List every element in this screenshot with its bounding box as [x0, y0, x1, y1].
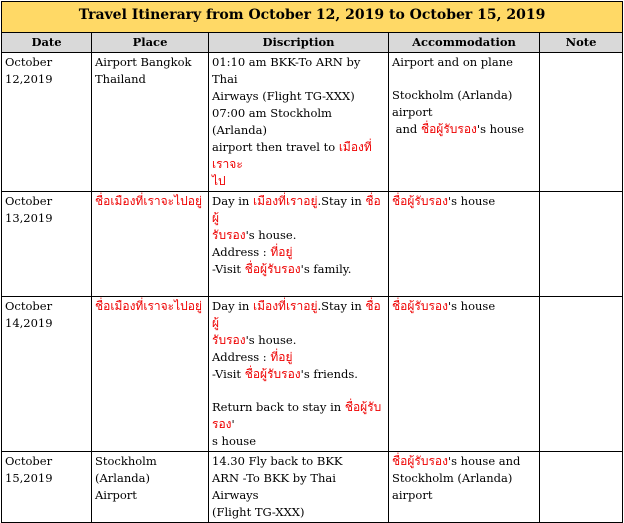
date-cell: October 15,2019: [2, 452, 92, 523]
desc-text: Address :: [212, 245, 271, 259]
itinerary-table: [1, 1, 623, 523]
note-cell: [540, 53, 623, 192]
desc-text: -Visit: [212, 367, 245, 381]
desc-line: [212, 332, 385, 349]
table-row: [2, 297, 623, 452]
desc-line: [212, 244, 385, 261]
accommodation-cell: [389, 53, 540, 192]
date-cell: October 14,2019: [2, 297, 92, 452]
place-line: Airport: [95, 488, 137, 502]
itinerary-document: [1, 1, 622, 523]
placeholder-host-name: ชื่อผู้: [212, 194, 381, 225]
desc-line: 07:00 am Stockholm (Arlanda): [212, 106, 332, 137]
desc-line: [212, 193, 385, 227]
desc-line: [212, 298, 385, 332]
desc-line: 01:10 am BKK-To ARN by Thai: [212, 55, 361, 86]
note-cell: [540, 192, 623, 297]
placeholder-city: ชื่อเมืองที่เราจะไปอยู่: [95, 194, 202, 208]
note-cell: [540, 452, 623, 523]
desc-text: Day in: [212, 194, 253, 208]
placeholder-host-name: ชื่อผู้: [212, 299, 381, 330]
accommodation-cell: [389, 452, 540, 523]
desc-line: [212, 349, 385, 366]
desc-line: [212, 261, 385, 278]
place-cell: [92, 192, 209, 297]
desc-line: (Flight TG-XXX): [212, 505, 305, 519]
header-description: Discription: [209, 33, 389, 53]
acc-text: 's house: [447, 194, 496, 208]
acc-line: [392, 121, 536, 138]
placeholder-destination-cont: ไป: [212, 174, 226, 188]
desc-line: [212, 399, 385, 433]
placeholder-host-name: ชื่อผู้รับรอง: [392, 194, 448, 208]
header-row: [2, 33, 623, 53]
desc-line: [212, 366, 385, 383]
placeholder-host-name: ชื่อผู้รับรอง: [392, 454, 448, 468]
acc-line: Stockholm (Arlanda) airport: [392, 88, 513, 119]
table-title: Travel Itinerary from October 12, 2019 to October 15, 2019: [2, 2, 623, 33]
acc-text: and: [392, 122, 421, 136]
description-cell: [209, 297, 389, 452]
placeholder-host-name: ชื่อผู้รับรอง: [392, 299, 448, 313]
placeholder-city: เมืองที่เราอยู่: [252, 194, 318, 208]
desc-line: s house: [212, 434, 257, 448]
acc-line: Stockholm (Arlanda) airport: [392, 471, 513, 502]
desc-text: 's house.: [245, 333, 297, 347]
description-cell: [209, 53, 389, 192]
desc-text: .Stay in: [317, 194, 366, 208]
placeholder-host-name: รับรอง: [212, 333, 246, 347]
placeholder-host-name: ชื่อผู้รับรอง: [244, 262, 301, 276]
placeholder-city: เมืองที่เราอยู่: [252, 299, 318, 313]
placeholder-city: ชื่อเมืองที่เราจะไปอยู่: [95, 299, 202, 313]
desc-text: 's friends.: [300, 367, 358, 381]
placeholder-host-name: ชื่อผู้รับรอง: [212, 400, 382, 431]
header-note: Note: [540, 33, 623, 53]
placeholder-host-name: รับรอง: [212, 228, 246, 242]
table-row: [2, 452, 623, 523]
description-cell: [209, 452, 389, 523]
desc-text: 's house.: [245, 228, 297, 242]
placeholder-host-name: ชื่อผู้รับรอง: [420, 122, 477, 136]
acc-text: 's house and: [447, 454, 521, 468]
note-cell: [540, 297, 623, 452]
desc-line: [212, 227, 385, 244]
date-cell: October 12,2019: [2, 53, 92, 192]
description-cell: [209, 192, 389, 297]
acc-text: 's house: [447, 299, 496, 313]
desc-line: Airways (Flight TG-XXX): [212, 89, 355, 103]
desc-text: 's family.: [300, 262, 352, 276]
accommodation-cell: [389, 297, 540, 452]
acc-text: 's house: [476, 122, 525, 136]
desc-line: ARN -To BKK by Thai Airways: [212, 471, 336, 502]
place-line: Thailand: [95, 72, 146, 86]
placeholder-address: ที่อยู่: [270, 350, 293, 364]
placeholder-host-name: ชื่อผู้รับรอง: [244, 367, 301, 381]
header-accommodation: Accommodation: [389, 33, 540, 53]
header-date: Date: [2, 33, 92, 53]
desc-line: [212, 139, 385, 173]
place-cell: [92, 297, 209, 452]
acc-line: [392, 453, 536, 470]
place-line: Airport Bangkok: [95, 55, 192, 69]
placeholder-address: ที่อยู่: [270, 245, 293, 259]
table-row: [2, 192, 623, 297]
desc-text: airport then travel to: [212, 140, 339, 154]
desc-text: -Visit: [212, 262, 245, 276]
table-row: [2, 53, 623, 192]
placeholder-destination: เมืองที่เราจะ: [212, 140, 372, 171]
desc-text: Address :: [212, 350, 271, 364]
place-cell: [92, 53, 209, 192]
desc-text: .Stay in: [317, 299, 366, 313]
header-place: Place: [92, 33, 209, 53]
desc-text: ': [231, 417, 235, 431]
place-cell: [92, 452, 209, 523]
desc-line: 14.30 Fly back to BKK: [212, 454, 343, 468]
date-cell: October 13,2019: [2, 192, 92, 297]
desc-text: Day in: [212, 299, 253, 313]
place-line: Stockholm (Arlanda): [95, 454, 157, 485]
desc-text: Return back to stay in: [212, 400, 345, 414]
acc-line: Airport and on plane: [392, 55, 513, 69]
accommodation-cell: [389, 192, 540, 297]
